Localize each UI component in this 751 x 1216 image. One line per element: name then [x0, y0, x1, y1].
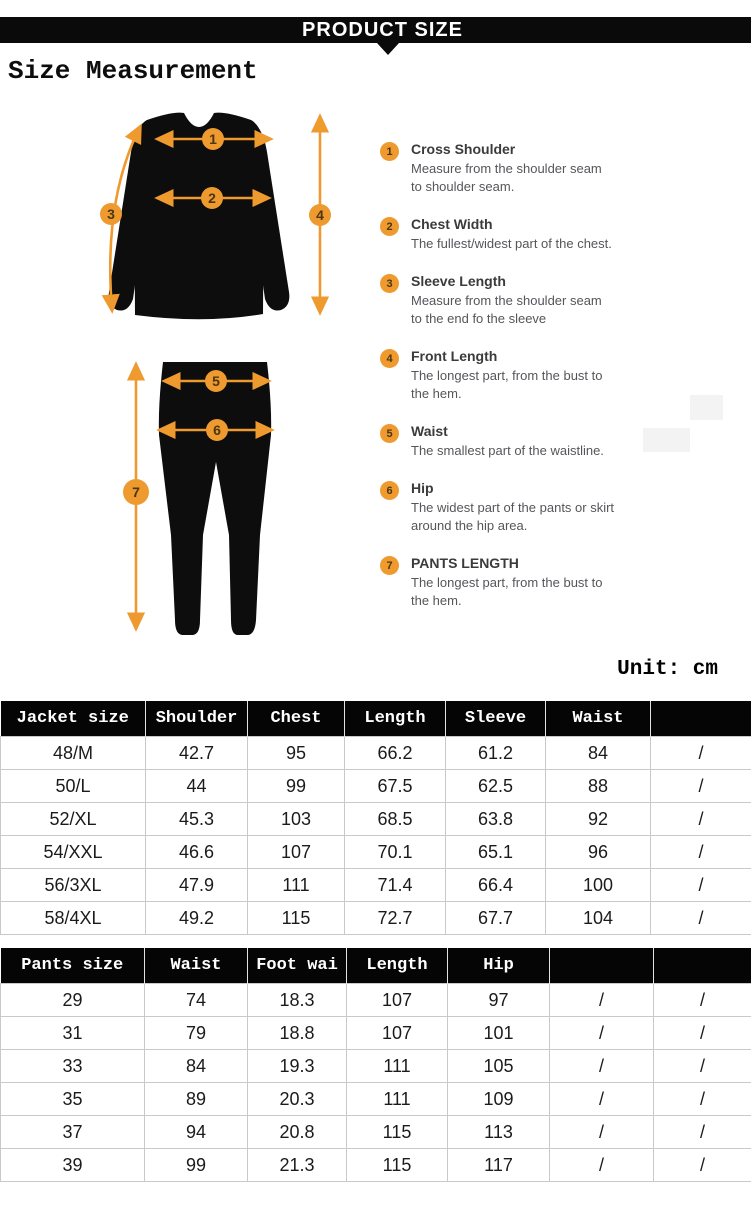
measurement-title: Sleeve Length — [411, 273, 506, 289]
table-row — [1, 1116, 751, 1149]
table-cell: 79 — [145, 1017, 248, 1050]
jacket-size-table — [0, 701, 751, 935]
column-header: Waist — [145, 948, 248, 984]
table-cell: 63.8 — [446, 803, 546, 836]
table-cell: 117 — [448, 1149, 550, 1182]
column-header: Waist — [546, 701, 651, 737]
column-header: Jacket size — [1, 701, 146, 737]
measurement-item — [380, 423, 635, 460]
table-cell: / — [550, 1050, 654, 1083]
table-row — [1, 836, 751, 869]
table-cell: / — [651, 902, 751, 935]
table-row — [1, 1083, 751, 1116]
table-cell: 84 — [546, 737, 651, 770]
table-row — [1, 737, 751, 770]
marker-digit-3: 3 — [107, 206, 115, 222]
table-cell: 67.5 — [345, 770, 446, 803]
table-cell: 31 — [1, 1017, 145, 1050]
measurement-title: Chest Width — [411, 216, 493, 232]
table-cell: / — [651, 803, 751, 836]
column-header: Hip — [448, 948, 550, 984]
table-cell: 100 — [546, 869, 651, 902]
measurement-description: to shoulder seam. — [411, 179, 515, 194]
table-cell: 58/4XL — [1, 902, 146, 935]
column-header — [550, 948, 654, 984]
table-cell: 107 — [248, 836, 345, 869]
column-header: Sleeve — [446, 701, 546, 737]
table-cell: 21.3 — [248, 1149, 347, 1182]
table-row — [1, 869, 751, 902]
table-cell: 113 — [448, 1116, 550, 1149]
table-cell: 65.1 — [446, 836, 546, 869]
pants-figure — [95, 350, 330, 642]
measurement-title: Front Length — [411, 348, 498, 364]
table-cell: 18.8 — [248, 1017, 347, 1050]
table-cell: / — [550, 1116, 654, 1149]
measurement-item — [380, 273, 635, 328]
table-cell: 99 — [248, 770, 345, 803]
table-row — [1, 984, 751, 1017]
table-cell: / — [651, 869, 751, 902]
table-row — [1, 770, 751, 803]
table-cell: 39 — [1, 1149, 145, 1182]
table-cell: / — [651, 770, 751, 803]
measurement-item — [380, 141, 635, 196]
column-header: Foot wai — [248, 948, 347, 984]
measurement-description: The fullest/widest part of the chest. — [411, 236, 612, 251]
table-cell: 33 — [1, 1050, 145, 1083]
measurement-definitions-list — [380, 141, 635, 630]
table-cell: 56/3XL — [1, 869, 146, 902]
table-cell: 89 — [145, 1083, 248, 1116]
table-cell: 68.5 — [345, 803, 446, 836]
column-header: Pants size — [1, 948, 145, 984]
measurement-description: The widest part of the pants or skirt — [411, 500, 615, 515]
marker-digit-5: 5 — [212, 373, 220, 389]
table-cell: 49.2 — [146, 902, 248, 935]
table-cell: / — [651, 836, 751, 869]
product-size-banner — [0, 17, 751, 43]
table-cell: / — [654, 1083, 751, 1116]
measurement-description: Measure from the shoulder seam — [411, 161, 602, 176]
table-cell: 46.6 — [146, 836, 248, 869]
marker-digit-7: 7 — [132, 484, 140, 500]
table-cell: 104 — [546, 902, 651, 935]
table-cell: 47.9 — [146, 869, 248, 902]
table-cell: / — [654, 1050, 751, 1083]
marker-digit-6: 6 — [213, 422, 221, 438]
measurement-number-badge: 7 — [380, 556, 399, 575]
measurement-description: The longest part, from the bust to — [411, 575, 603, 590]
table-cell: / — [654, 1017, 751, 1050]
marker-digit-2: 2 — [208, 190, 216, 206]
table-cell: 101 — [448, 1017, 550, 1050]
page-title: Size Measurement — [8, 56, 258, 86]
table-row — [1, 1149, 751, 1182]
measurement-description: to the end fo the sleeve — [411, 311, 547, 326]
table-cell: 71.4 — [345, 869, 446, 902]
column-header — [654, 948, 751, 984]
table-cell: 66.2 — [345, 737, 446, 770]
table-cell: 115 — [347, 1116, 448, 1149]
table-cell: / — [550, 1083, 654, 1116]
table-cell: 62.5 — [446, 770, 546, 803]
column-header — [651, 701, 751, 737]
measurement-title: PANTS LENGTH — [411, 555, 519, 571]
measurement-title: Waist — [411, 423, 448, 439]
table-row — [1, 902, 751, 935]
table-cell: 61.2 — [446, 737, 546, 770]
table-cell: 115 — [248, 902, 345, 935]
shirt-figure — [85, 100, 335, 335]
measurement-number-badge: 6 — [380, 481, 399, 500]
measurement-number-badge: 2 — [380, 217, 399, 236]
table-cell: 107 — [347, 1017, 448, 1050]
table-cell: 84 — [145, 1050, 248, 1083]
table-cell: 99 — [145, 1149, 248, 1182]
table-row — [1, 1017, 751, 1050]
table-cell: / — [550, 1017, 654, 1050]
column-header: Length — [347, 948, 448, 984]
measurement-item — [380, 555, 635, 610]
measurement-description: Measure from the shoulder seam — [411, 293, 602, 308]
table-cell: / — [651, 737, 751, 770]
table-cell: 44 — [146, 770, 248, 803]
measurement-number-badge: 5 — [380, 424, 399, 443]
table-cell: / — [550, 1149, 654, 1182]
table-cell: 35 — [1, 1083, 145, 1116]
table-cell: / — [654, 1149, 751, 1182]
table-cell: 111 — [248, 869, 345, 902]
table-cell: 50/L — [1, 770, 146, 803]
table-cell: 105 — [448, 1050, 550, 1083]
table-cell: / — [550, 984, 654, 1017]
pants-size-table — [0, 948, 751, 1182]
table-cell: 42.7 — [146, 737, 248, 770]
table-cell: 45.3 — [146, 803, 248, 836]
marker-digit-1: 1 — [209, 131, 217, 147]
table-cell: 95 — [248, 737, 345, 770]
table-cell: 67.7 — [446, 902, 546, 935]
measurement-number-badge: 4 — [380, 349, 399, 368]
table-cell: 19.3 — [248, 1050, 347, 1083]
banner-title: PRODUCT SIZE — [302, 18, 463, 41]
measurement-description: the hem. — [411, 386, 462, 401]
measurement-description: around the hip area. — [411, 518, 528, 533]
watermark-artifact — [643, 428, 690, 452]
table-cell: 111 — [347, 1050, 448, 1083]
table-cell: 92 — [546, 803, 651, 836]
table-cell: 72.7 — [345, 902, 446, 935]
marker-digit-4: 4 — [316, 207, 324, 223]
table-cell: / — [654, 984, 751, 1017]
table-cell: 66.4 — [446, 869, 546, 902]
table-row — [1, 803, 751, 836]
table-cell: 109 — [448, 1083, 550, 1116]
pants-silhouette — [159, 362, 271, 635]
table-cell: 70.1 — [345, 836, 446, 869]
column-header: Shoulder — [146, 701, 248, 737]
unit-label: Unit: cm — [617, 658, 718, 681]
table-cell: 20.8 — [248, 1116, 347, 1149]
table-cell: 111 — [347, 1083, 448, 1116]
table-cell: 74 — [145, 984, 248, 1017]
measurement-number-badge: 1 — [380, 142, 399, 161]
table-cell: 54/XXL — [1, 836, 146, 869]
table-row — [1, 1050, 751, 1083]
table-cell: 96 — [546, 836, 651, 869]
measurement-item — [380, 216, 635, 253]
measurement-description: The longest part, from the bust to — [411, 368, 603, 383]
measurement-item — [380, 480, 635, 535]
banner-pointer-triangle — [377, 43, 399, 55]
watermark-artifact — [690, 395, 723, 420]
table-cell: 48/M — [1, 737, 146, 770]
table-cell: 18.3 — [248, 984, 347, 1017]
table-cell: 20.3 — [248, 1083, 347, 1116]
column-header: Length — [345, 701, 446, 737]
shirt-silhouette — [134, 113, 264, 320]
measurement-description: the hem. — [411, 593, 462, 608]
table-cell: 52/XL — [1, 803, 146, 836]
table-cell: 94 — [145, 1116, 248, 1149]
table-cell: 29 — [1, 984, 145, 1017]
table-cell: 37 — [1, 1116, 145, 1149]
table-cell: 115 — [347, 1149, 448, 1182]
table-cell: 107 — [347, 984, 448, 1017]
measurement-title: Hip — [411, 480, 434, 496]
table-cell: 97 — [448, 984, 550, 1017]
table-cell: 103 — [248, 803, 345, 836]
measurement-description: The smallest part of the waistline. — [411, 443, 604, 458]
measurement-title: Cross Shoulder — [411, 141, 516, 157]
table-cell: 88 — [546, 770, 651, 803]
column-header: Chest — [248, 701, 345, 737]
measurement-item — [380, 348, 635, 403]
table-cell: / — [654, 1116, 751, 1149]
measurement-number-badge: 3 — [380, 274, 399, 293]
